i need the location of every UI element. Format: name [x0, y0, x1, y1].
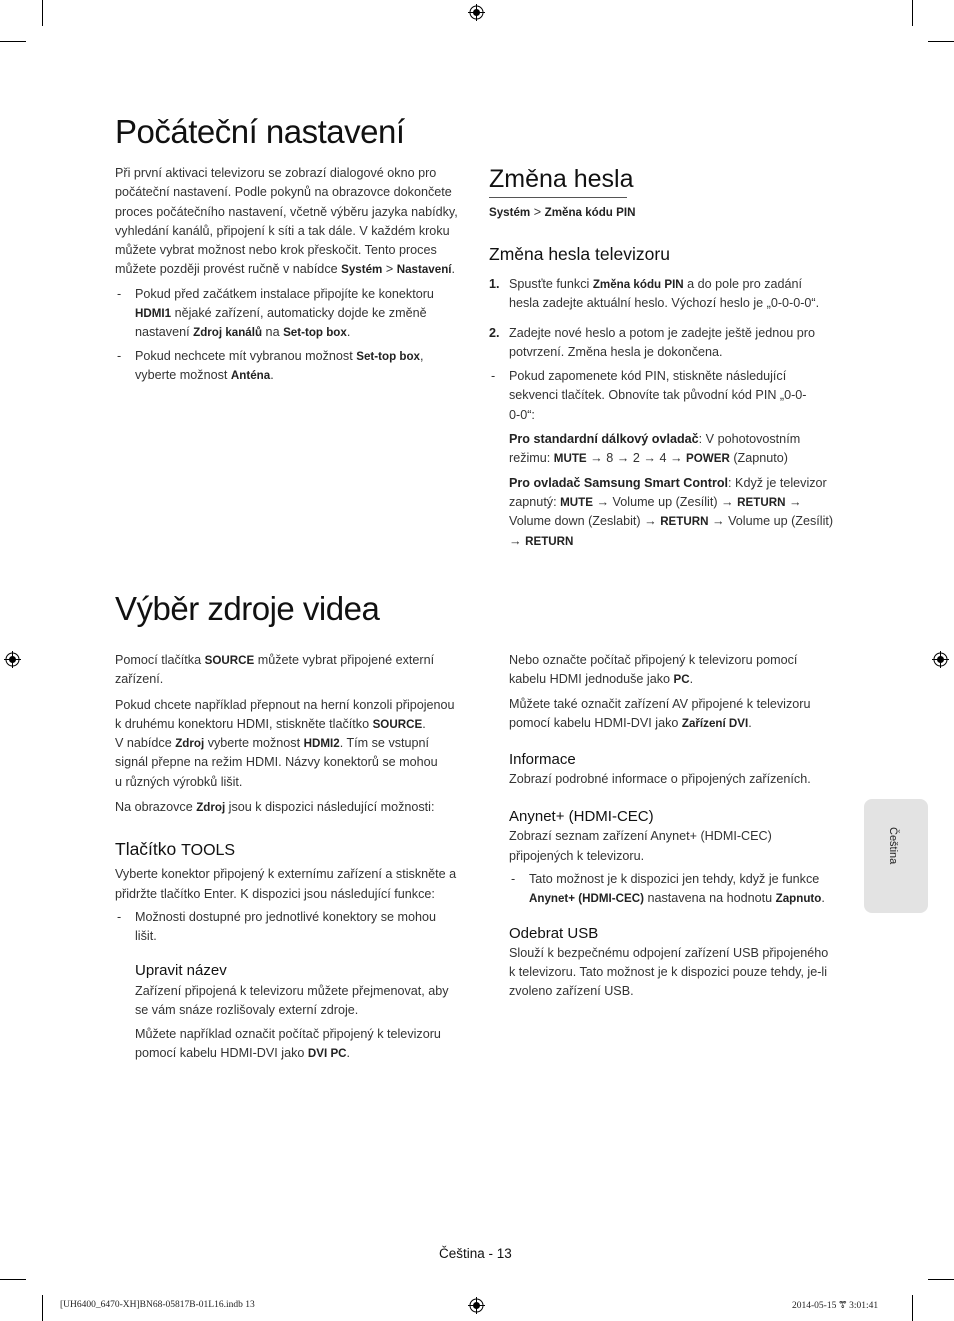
crop-mark — [42, 0, 43, 26]
note-item — [489, 367, 839, 425]
dash-bullet: - — [117, 909, 122, 924]
text-line: hesla zadejte aktuální heslo. Výchozí heslo je „0-0-0-0“. — [509, 296, 820, 311]
text-line: Pokud chcete například přepnout na herní konzoli připojenou — [115, 697, 455, 712]
menu-term: DVI PC — [307, 1047, 347, 1061]
paragraph — [509, 695, 844, 734]
text-line: nastavení — [135, 325, 194, 340]
breadcrumb — [489, 203, 635, 222]
crop-mark — [912, 0, 913, 26]
text-line: Při první aktivaci televizoru se zobrazí dialogové okno pro — [115, 166, 437, 180]
paragraph — [509, 651, 844, 690]
paragraph — [135, 982, 475, 1021]
menu-term: Zapnuto — [775, 892, 822, 906]
print-slug-right: 2014-05-15 ꔅ 3:01:41 — [792, 1301, 879, 1311]
separator: > — [382, 262, 397, 277]
paragraph — [115, 865, 475, 904]
text-line: → — [785, 494, 802, 509]
text-line: Slouží k bezpečnému odpojení zařízení USB připojeného — [509, 945, 829, 960]
menu-term: Zdroj kanálů — [193, 326, 263, 340]
text-line: se vám snáze rozlišovaly externí zdroje. — [135, 1002, 359, 1017]
paragraph — [115, 651, 475, 690]
section-title: Změna hesla — [489, 165, 634, 193]
registration-mark-icon — [468, 4, 485, 21]
text-line: Zařízení připojená k televizoru můžete přejmenovat, aby — [135, 983, 449, 998]
text-line: Můžete také označit zařízení AV připojené k televizoru — [509, 696, 811, 711]
text-line: u různých výrobků lišit. — [115, 774, 243, 789]
text-line: Pomocí tlačítka — [115, 653, 205, 667]
step-number: 2. — [489, 325, 500, 340]
text-line: . Tím se vstupní — [339, 736, 430, 751]
section-title-video-source: Výběr zdroje videa — [115, 590, 380, 627]
text-line: nastavena na hodnotu — [643, 891, 776, 906]
text-line: zařízení. — [115, 672, 164, 687]
label-bold: Pro ovladač Samsung Smart Control — [509, 475, 729, 490]
text-line: můžete vybrat možnost nebo krok přeskočit. Tento proces — [115, 243, 437, 258]
breadcrumb-separator: > — [530, 205, 545, 219]
text-line: můžete vybrat připojené externí — [254, 653, 435, 667]
text-line: lišit. — [135, 929, 157, 944]
language-label: Čeština — [887, 827, 899, 865]
tools-heading — [115, 839, 475, 860]
menu-term: HDMI1 — [135, 307, 172, 321]
crop-mark — [928, 41, 954, 42]
text-line: vyhledání kanálů, připojení k síti a tak dále. V každém kroku — [115, 223, 450, 238]
label-bold: Pro standardní dálkový ovladač — [509, 432, 699, 447]
registration-mark-icon — [932, 651, 949, 668]
heading-text: Tlačítko — [115, 839, 182, 860]
step-number: 1. — [489, 277, 500, 291]
text-line: Nebo označte počítač připojený k televizoru pomocí — [509, 653, 798, 667]
step-item — [489, 275, 839, 314]
text-line: → Volume up (Zesílit) → — [592, 494, 738, 509]
video-source-right-column — [509, 651, 844, 1002]
button-name: TOOLS — [181, 842, 236, 860]
button-name: RETURN — [737, 495, 786, 509]
text-line: Spusťte funkci — [509, 277, 593, 291]
text-line: kabelu HDMI jednoduše jako — [509, 672, 674, 687]
crop-mark — [0, 41, 26, 42]
language-side-tab — [864, 799, 928, 913]
button-name: MUTE — [560, 495, 593, 509]
text-line: k televizoru. Tato možnost je k dispozici pouze tehdy, je-li — [509, 964, 828, 979]
crop-mark — [0, 1279, 26, 1280]
text-line: potvrzení. Změna hesla je dokončena. — [509, 344, 723, 359]
menu-term: HDMI2 — [303, 737, 340, 751]
button-name: RETURN — [525, 534, 574, 548]
subsection-title: Upravit název — [135, 961, 227, 979]
note-item — [115, 285, 475, 343]
text-line: přidržte tlačítko Enter. K dispozici jsou následující funkce: — [115, 886, 435, 901]
punctuation: . — [346, 325, 351, 340]
rename-section — [115, 962, 475, 1064]
punctuation: . — [422, 716, 426, 731]
text-line: → — [509, 533, 526, 548]
menu-term: PC — [673, 673, 690, 687]
text-line: (Zapnuto) — [729, 451, 788, 466]
change-password-heading — [489, 165, 634, 198]
text-line: jsou k dispozici následující možnosti: — [225, 800, 435, 815]
punctuation: . — [689, 672, 694, 687]
text-line: Zobrazí seznam zařízení Anynet+ (HDMI-CEC) — [509, 829, 772, 844]
paragraph — [135, 1025, 475, 1064]
page-title: Počáteční nastavení — [115, 113, 405, 150]
text-line: : V pohotovostním — [698, 432, 801, 447]
menu-term: Set-top box — [283, 326, 347, 340]
crop-mark — [42, 1295, 43, 1321]
button-name: MUTE — [553, 452, 587, 466]
intro-paragraph — [115, 164, 475, 280]
smart-control-sequence — [489, 474, 839, 551]
punctuation: . — [748, 715, 752, 730]
menu-term: Zdroj — [175, 737, 205, 751]
paragraph — [509, 827, 844, 866]
punctuation: , — [419, 348, 424, 363]
punctuation: . — [346, 1046, 351, 1061]
menu-term: Změna kódu PIN — [592, 278, 684, 291]
paragraph: Zobrazí podrobné informace o připojených zařízeních. — [509, 772, 811, 787]
dash-bullet: - — [117, 286, 122, 301]
text-line: Volume down (Zeslabit) → — [509, 514, 661, 529]
text-line: signál přepne na režim HDMI. Názvy konektorů se mohou — [115, 755, 438, 770]
menu-term: Anynet+ (HDMI-CEC) — [529, 892, 644, 906]
text-line: pomocí kabelu HDMI-DVI jako — [135, 1046, 308, 1061]
text-line: Pokud zapomenete kód PIN, stiskněte následující — [509, 369, 787, 384]
subsection-title: Změna hesla televizoru — [489, 244, 670, 264]
text-line: Můžete například označit počítač připojený k televizoru — [135, 1027, 441, 1042]
note-item — [115, 347, 475, 386]
text-line: vyberte možnost — [204, 736, 304, 751]
menu-term: Anténa — [230, 368, 271, 382]
crop-mark — [912, 1295, 913, 1321]
print-slug-left: [UH6400_6470-XH]BN68-05817B-01L16.indb 13 — [60, 1300, 255, 1310]
text-line: a do pole pro zadání — [683, 277, 803, 291]
text-line: V nabídce — [115, 736, 176, 751]
button-name: SOURCE — [204, 654, 255, 667]
page-number: Čeština - 13 — [439, 1246, 512, 1261]
text-line: 0-0“: — [509, 407, 535, 422]
text-line: Na obrazovce — [115, 800, 197, 815]
text-line: zvoleno zařízení USB. — [509, 984, 634, 999]
text-line: k druhému konektoru HDMI, stiskněte tlačítko — [115, 716, 373, 731]
text-line: počáteční nastavení. Podle pokynů na obrazovce dokončete — [115, 185, 452, 200]
menu-term: Systém — [341, 263, 383, 277]
text-line: Pokud před začátkem instalace připojíte ke konektoru — [135, 286, 434, 301]
title-underline — [489, 197, 627, 198]
dash-bullet: - — [117, 348, 122, 363]
text-line: : Když je televizor — [728, 475, 827, 490]
text-line: můžete později provést ručně v nabídce — [115, 262, 342, 277]
text-line: → 8 → 2 → 4 → — [586, 451, 687, 466]
text-line: nějaké zařízení, automaticky dojde ke změně — [171, 306, 427, 321]
video-source-left-column — [115, 651, 475, 1064]
breadcrumb-item: Změna kódu PIN — [544, 206, 636, 219]
menu-term: Zdroj — [196, 801, 226, 815]
breadcrumb-item: Systém — [489, 206, 531, 219]
dash-bullet: - — [511, 872, 516, 887]
text-line: Zadejte nové heslo a potom je zadejte ještě jednou pro — [509, 325, 815, 340]
text-line: režimu: — [509, 451, 554, 466]
button-name: RETURN — [660, 515, 709, 529]
paragraph — [115, 696, 475, 792]
menu-term: Zařízení DVI — [681, 716, 749, 730]
password-steps — [489, 275, 839, 551]
menu-term: Set-top box — [356, 349, 420, 363]
dash-bullet: - — [491, 369, 496, 384]
menu-term: Nastavení — [396, 263, 452, 277]
text-line: připojených k televizoru. — [509, 848, 645, 863]
text-line: Vyberte konektor připojený k externímu zařízení a stiskněte a — [115, 867, 457, 882]
button-name: SOURCE — [372, 717, 423, 731]
registration-mark-icon — [468, 1297, 485, 1314]
step-item — [489, 324, 839, 363]
registration-mark-icon — [4, 651, 21, 668]
punctuation: . — [821, 891, 825, 906]
text-line: zapnutý: — [509, 494, 561, 509]
text-line: → Volume up (Zesílit) — [708, 514, 834, 529]
button-name: POWER — [686, 452, 730, 466]
text-line: na — [262, 325, 284, 340]
crop-mark — [928, 1279, 954, 1280]
paragraph — [509, 944, 844, 1002]
text-line: pomocí kabelu HDMI-DVI jako — [509, 715, 682, 730]
text-line: proces počátečního nastavení, včetně výběru jazyka nabídky, — [115, 204, 458, 219]
text-line: sekvenci tlačítek. Obnovíte tak původní kód PIN „0-0- — [509, 388, 807, 403]
text-line: vyberte možnost — [135, 367, 231, 382]
paragraph — [115, 798, 475, 817]
text-line: Tato možnost je k dispozici jen tehdy, když je funkce — [529, 872, 820, 887]
note-item — [509, 870, 844, 909]
punctuation: . — [270, 367, 274, 382]
punctuation: . — [451, 262, 456, 277]
subsection-title: Anynet+ (HDMI-CEC) — [509, 808, 654, 826]
text-line: Pokud nechcete mít vybranou možnost — [135, 348, 357, 363]
initial-setup-section — [115, 164, 475, 385]
standard-remote-sequence — [489, 430, 839, 469]
note-item — [115, 908, 475, 947]
subsection-title: Odebrat USB — [509, 924, 599, 942]
text-line: Možnosti dostupné pro jednotlivé konektory se mohou — [135, 909, 437, 924]
subsection-title: Informace — [509, 751, 576, 769]
